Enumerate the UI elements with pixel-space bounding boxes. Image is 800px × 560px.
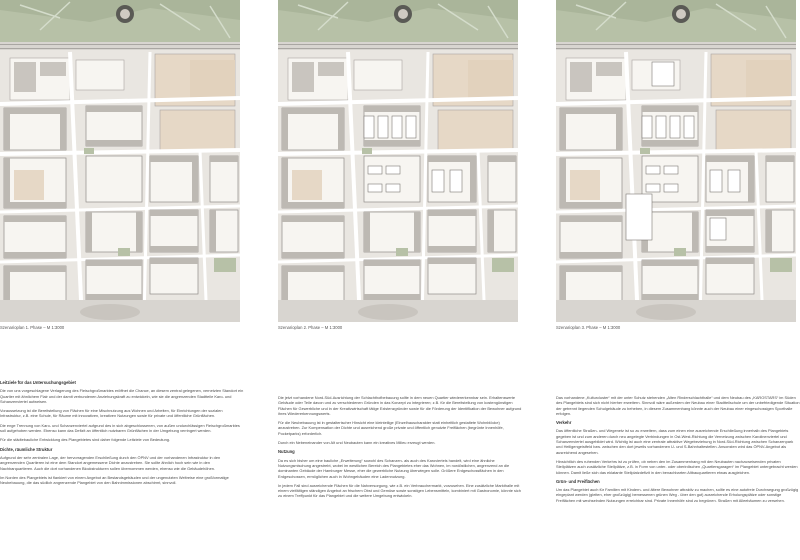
- paragraph: Durch ein Nebeneinander von Alt und Neubauten kann ein kreatives Milieu erzeugt werden.: [278, 440, 436, 446]
- site-plan-phase-1: [0, 0, 240, 322]
- paragraph: Da es sich bisher um eine bauliche „Erweiterung“ sowohl des Schanzen- als auch des Karoviertels handelt, wird eine ähnliche Nutzungsmischung angestrebt, wobei im westlichen Bereich des Plangebietes eher das Wohnen, im nordöstlichen, angrenzend an die dominanten Gebäude der Hamburger Messe, eher die gewerbliche Nutzung überwiegen solle. Größere Erdgeschossflächen in den Erdgeschossen, ermöglichen auch in Wohngebäuden eine Ladennutzung.: [278, 457, 510, 479]
- paragraph: Das öffentliche Straßen- und Wegenetz ist so zu erweitern, dass zum einen eine ausreichende Erschließung innerhalb des Plangebiets gegeben ist und zum anderen durch neu angelegte Verbindungen in Ost-West-Richtung die Vernetzung zwischen Karolinenviertel und Schanzenviertel ausgebildet wird. Wichtig ist auch eine zentrale attraktive Wegebeziehung in Nord-Süd-Richtung zwischen Schanzenpark und Heiligengeistfeld bzw. zwischen den dort jeweils vorhandenen U- und S-Bahnhaltestellen. Ansonsten wird das ÖPNV-Angebot als ausreichend angesehen.: [556, 428, 794, 455]
- heading-gruen: Grün- und Freiflächen: [556, 478, 600, 484]
- paragraph: Das vorhandene „Kulturcluster“ mit der unter Schutz stehenden „Alten Rinderschlachthalle“ und dem Neubau des „KAROSTARS“ im Süden des Plangebiets sind sich nicht hierher erweitern. Sinnvoll wäre außerdem der Neubau einer Stadtteilschule um der unbefriedigende Situation der getrennt liegenden Schulgebäude zu beheben, in diesem Zusammenhang könnte auch der Neubau einer eingeschossigen Sporthalle erfolgen.: [556, 395, 800, 416]
- heading-dichte: Dichte, räumliche Struktur: [0, 446, 53, 452]
- site-plan-phase-2: [278, 0, 518, 322]
- text-column-3: [556, 395, 800, 507]
- heading-nutzung: Nutzung: [278, 449, 295, 455]
- site-plan-phase-3: [556, 0, 796, 322]
- paragraph: Voraussetzung ist die Bereitstellung von Flächen für eine Mischnutzung aus Wohnen und Arbeiten, für Einrichtungen der sozialen Infrastruktur, z.B. eine Schule, für Räume mit innovativen, kreativen Nutzungen sowie für private und öffentliche Grünflächen.: [0, 408, 223, 419]
- paragraph: Für die städtebauliche Entwicklung des Plangebietes sind daher folgende Leitziele von Bedeutung.: [0, 437, 171, 443]
- caption-phase-1: Szenarioplan 1. Phase – M 1:3000: [0, 325, 65, 330]
- paragraph: In jedem Fall sind ausreichende Flächen für die Nahversorgung, wie z.B. ein Verbrauchermarkt, vorzusehen. Eine zusätzliche Markthalle mit einem vielfältigen ständigen Angebot an frischem Obst und Gemüse sowie sonstigen Lebensmitteln, kombiniert mit Gastronomie, könnte sich zu einem Treffpunkt für das Plangebiet und die weitere Umgebung entwickeln.: [278, 482, 521, 499]
- heading-verkehr: Verkehr: [556, 420, 572, 426]
- paragraph: Im Norden des Plangebiets ist flankiert von einem Angebot an Bestandsgebäuden und der ungenutzten Weltreise eine großformatige Neubebauung, die das südlich angrenzende Plangebiet von den Bahnimmissionen abschirmt, sinnvoll.: [0, 474, 229, 486]
- caption-phase-2: Szenarioplan 2. Phase – M 1:3000: [278, 325, 343, 330]
- heading-leitziele: Leitziele für das Untersuchungsgebiet: [0, 380, 76, 385]
- paragraph: Für die Neubebauung ist in gestalterischer Hinsicht eine kleinteilige (Einzelhauscharakter statt einheitlich gestaltete Wohnblöcke) anzustreben. Zur Kompensation der Dichte und ausreichend große private und öffentlich genutzte Freiflächen (begrünte Innenhöfe, Pocketparks) erforderlich.: [278, 420, 504, 436]
- paragraph: Die enge Trennung von Karo- und Schanzenviertel aufgrund des in sich abgeschlossenen, von außen undurchlässigen Fleischgroßmarktes soll aufgehoben werden. Ebenso kann das Defizit an öffentlich nutzbaren Grünflächen in der Umgebung verringert werden.: [0, 422, 240, 434]
- caption-phase-3: Szenarioplan 3. Phase – M 1:3000: [556, 325, 621, 330]
- paragraph: Hinsichtlich des ruhenden Verkehrs ist zu prüfen, ob neben den im Zusammenhang mit den Neubauten nachzuweisenden privaten Stellplätzen auch zusätzliche Stellplätze, z.B. in Form von unter- oder oberirdischen „Quartiersgaragen“ im Plangebiet untergebracht werden können. Damit ließe sich das eklatante Stellplatzdefizit in den benachbarten Altbauquartieren etwas ausgleichen.: [556, 458, 798, 475]
- paragraph: Die jetzt vorhandene Nord-Süd-Ausrichtung der Schlachthofbebauung sollte in dem neuen Quartier wiedererkennbar sein. Erhaltenswerte Gebäude oder Teile davon und zu verschiedenen Gründen in das Konzept zu integrieren; z.B. für die Bereitstellung von kostengünstigen Flächen für Gewerbliche und in der Kreativwirtschaft tätige Existenzgründer sowie für die Förderung der Identifikation der Bewohner aufgrund ihres Wiedererkennungswerts.: [278, 395, 522, 416]
- paragraph: Aufgrund der sehr zentralen Lage, der hervorragenden Erschließung durch den ÖPNV und der vorhandenen Infrastruktur in den angrenzenden Quartieren ist eine dem Standort angemessene Dichte anzustreben. Sie sollte ähnlich hoch sein wie in den Nachbarquartieren. Auch die dort vorhandenen Blockstrukturen sollen übernommen werden, ebenso wie die Gebäudehöhen.: [0, 454, 221, 471]
- paragraph: Um das Plangebiet auch für Familien mit Kindern- und ältere Bewohner attraktiv zu machen, sollte es eine autofreie Durchwegung großzügig eingeplant werden (gleiten, eher großzügig) bemessenen grünen Weg - über den gut) ausreichende Erholungsplätze oder sonstige Freiflächen mit wechselnden Nutzungen erreichbar sind. Private Innenhöfe sind zu begrünen. Straßen mit Alleebäumen zu versehen.: [556, 487, 799, 503]
- text-column-1: [0, 380, 244, 489]
- paragraph: Die von uns vorgeschlagene Verlagerung des Fleischgroßmarktes eröffnet die Chance, an diesem zentral gelegenen, vernetzten Standort ein Quartier mit ähnlichem Flair und der damit verbundenen Anziehungskraft zu entwickeln, wie sie die angrenzenden Stadtteile Karo- und Schanzenviertel aufweisen.: [0, 388, 244, 404]
- text-column-2: [278, 395, 522, 503]
